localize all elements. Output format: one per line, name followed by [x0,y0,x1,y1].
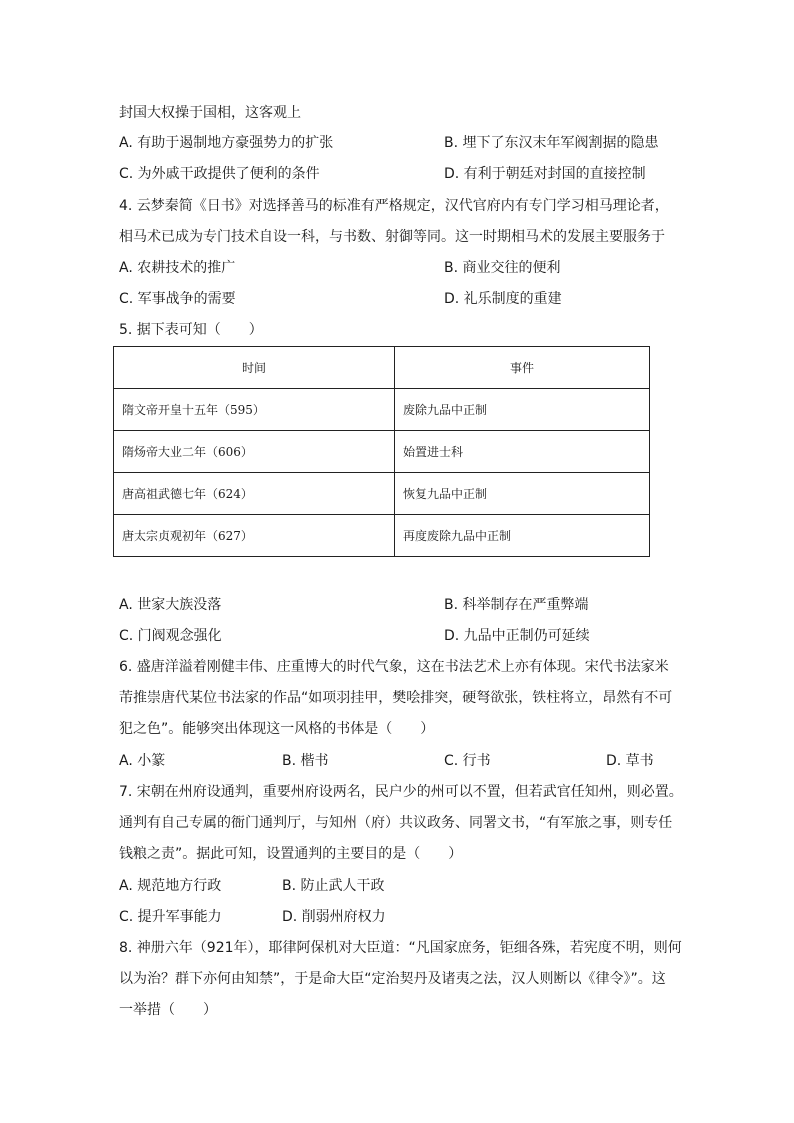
q5-stem: 5. 据下表可知（ ） [119,322,263,338]
table-cell-event: 再度废除九品中正制 [395,515,650,557]
q4-option-d: D. 礼乐制度的重建 [444,291,562,307]
q3-option-a: A. 有助于遏制地方豪强势力的扩张 [119,135,334,151]
q3-option-b: B. 埋下了东汉末年军阀割据的隐患 [444,135,659,151]
table-cell-event: 始置进士科 [395,431,650,473]
table-header-row [114,347,650,389]
q3-option-d: D. 有利于朝廷对封国的直接控制 [444,166,646,182]
q8-stem-line-2: 以为治？群下亦何由知禁”，于是命大臣“定治契丹及诸夷之法，汉人则断以《律令》”。这 [119,971,666,987]
q7-stem-line-1: 7. 宋朝在州府设通判，重要州府设两名，民户少的州可以不置，但若武官任知州，则必置。 [119,784,683,800]
q6-option-d: D. 草书 [606,753,654,769]
table-cell-time: 隋炀帝大业二年（606） [114,431,395,473]
q6-stem-line-3: 犯之色”。能够突出体现这一风格的书体是（ ） [119,721,435,737]
q4-option-c: C. 军事战争的需要 [119,291,236,307]
table-cell-time: 唐高祖武德七年（624） [114,473,395,515]
q4-option-a: A. 农耕技术的推广 [119,260,236,276]
q5-option-b: B. 科举制存在严重弊端 [444,597,589,613]
q6-option-a: A. 小篆 [119,753,166,769]
q4-option-b: B. 商业交往的便利 [444,260,561,276]
q7-option-d: D. 削弱州府权力 [282,909,386,925]
q7-stem-line-3: 钱粮之责”。据此可知，设置通判的主要目的是（ ） [119,846,463,862]
table-header-event: 事件 [395,347,650,389]
q6-option-c: C. 行书 [444,753,491,769]
line-intro: 封国大权操于国相，这客观上 [119,105,301,121]
table-row [114,389,650,431]
table-header-time: 时间 [114,347,395,389]
history-table [113,346,650,557]
table-row [114,473,650,515]
q7-option-c: C. 提升军事能力 [119,909,222,925]
q7-stem-line-2: 通判有自己专属的衙门通判厅，与知州（府）共议政务、同署文书，“有军旅之事，则专任 [119,815,673,831]
q3-option-c: C. 为外戚干政提供了便利的条件 [119,166,320,182]
q6-stem-line-1: 6. 盛唐洋溢着刚健丰伟、庄重博大的时代气象，这在书法艺术上亦有体现。宋代书法家米 [119,659,669,675]
table-cell-time: 唐太宗贞观初年（627） [114,515,395,557]
q7-option-a: A. 规范地方行政 [119,878,222,894]
q4-stem-line-1: 4. 云梦秦简《日书》对选择善马的标准有严格规定，汉代官府内有专门学习相马理论者， [119,198,669,214]
table-row [114,431,650,473]
table-cell-event: 恢复九品中正制 [395,473,650,515]
table-row [114,515,650,557]
q8-stem-line-1: 8. 神册六年（921年），耶律阿保机对大臣道：“凡国家庶务，钜细各殊，若宪度不明，则何 [119,940,682,956]
q5-option-a: A. 世家大族没落 [119,597,222,613]
q6-stem-line-2: 芾推崇唐代某位书法家的作品“如项羽挂甲，樊哙排突，硬弩欲张，铁柱将立，昂然有不可 [119,690,673,706]
table-cell-time: 隋文帝开皇十五年（595） [114,389,395,431]
q6-option-b: B. 楷书 [282,753,329,769]
q5-option-c: C. 门阀观念强化 [119,628,222,644]
q7-option-b: B. 防止武人干政 [282,878,385,894]
table-cell-event: 废除九品中正制 [395,389,650,431]
q8-stem-line-3: 一举措（ ） [119,1002,217,1018]
q5-option-d: D. 九品中正制仍可延续 [444,628,590,644]
q4-stem-line-2: 相马术已成为专门技术自设一科，与书数、射御等同。这一时期相马术的发展主要服务于 [119,229,665,245]
